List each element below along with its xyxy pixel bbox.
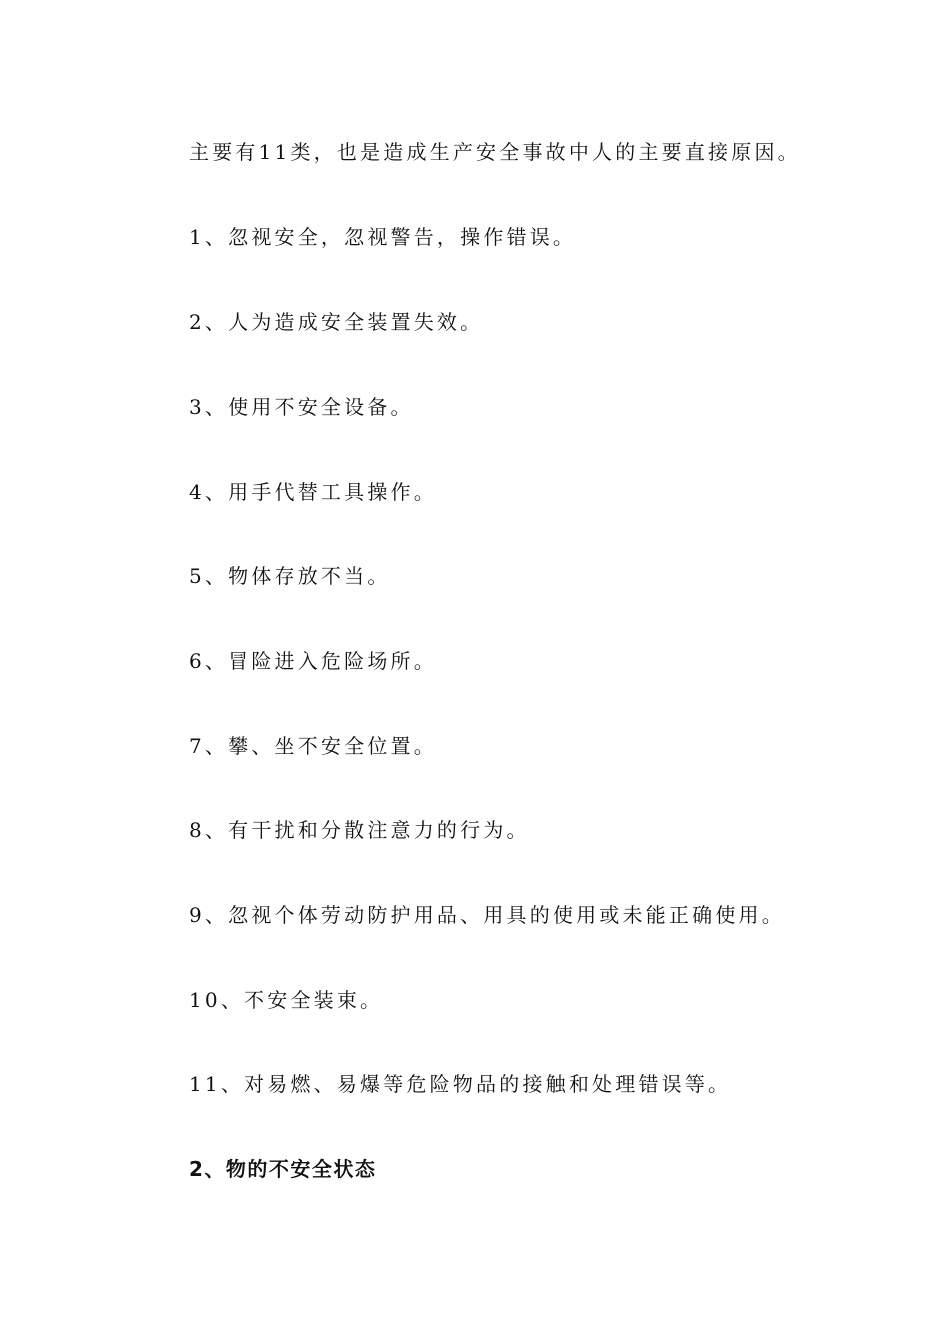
section-heading: 2、物的不安全状态 — [189, 1157, 377, 1181]
list-item-5: 5、物体存放不当。 — [189, 564, 391, 588]
intro-paragraph: 主要有11类，也是造成生产安全事故中人的主要直接原因。 — [189, 140, 801, 164]
list-item-4: 4、用手代替工具操作。 — [189, 480, 437, 504]
list-item-9: 9、忽视个体劳动防护用品、用具的使用或未能正确使用。 — [189, 903, 785, 927]
list-item-7: 7、攀、坐不安全位置。 — [189, 734, 437, 758]
list-item-10: 10、不安全装束。 — [189, 988, 384, 1012]
list-item-11: 11、对易燃、易爆等危险物品的接触和处理错误等。 — [189, 1072, 732, 1096]
list-item-8: 8、有干扰和分散注意力的行为。 — [189, 818, 530, 842]
list-item-6: 6、冒险进入危险场所。 — [189, 649, 437, 673]
list-item-3: 3、使用不安全设备。 — [189, 395, 414, 419]
list-item-2: 2、人为造成安全装置失效。 — [189, 310, 484, 334]
list-item-1: 1、忽视安全，忽视警告，操作错误。 — [189, 225, 577, 249]
